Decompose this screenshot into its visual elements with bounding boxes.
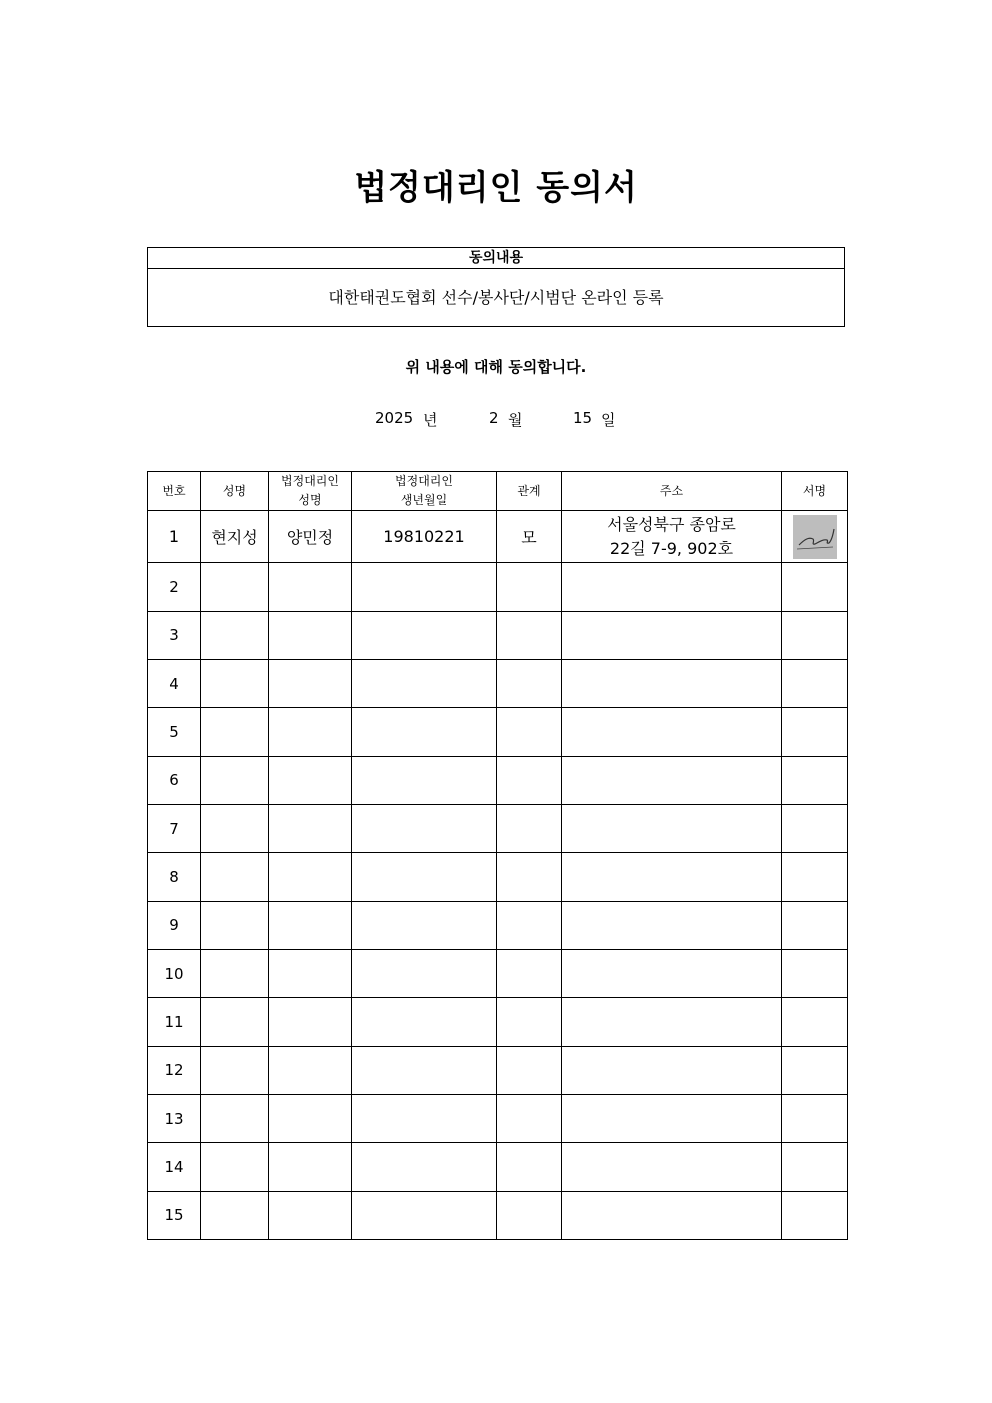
- cell-address: 서울성북구 종암로 22길 7-9, 902호: [562, 511, 782, 563]
- date-month-unit: 월: [508, 411, 523, 429]
- date-year-unit: 년: [423, 411, 438, 429]
- cell-no: 9: [148, 901, 201, 949]
- agreement-statement: 위 내용에 대해 동의합니다.: [405, 358, 587, 376]
- cell-name: 현지성: [201, 511, 269, 563]
- cell-no: 3: [148, 611, 201, 659]
- consent-box: [147, 247, 845, 327]
- cell-no: 11: [148, 998, 201, 1046]
- cell-guardian-name: 양민정: [269, 511, 352, 563]
- consent-content: 대한태권도협회 선수/봉사단/시범단 온라인 등록: [328, 288, 664, 307]
- header-guardian-name: 법정대리인 성명: [269, 472, 352, 511]
- header-address: 주소: [562, 472, 782, 511]
- table-row: [148, 563, 848, 611]
- table-row: [148, 611, 848, 659]
- date-line: [0, 409, 992, 431]
- header-guardian-birth: 법정대리인 생년월일: [352, 472, 497, 511]
- document-title: 법정대리인 동의서: [354, 168, 638, 208]
- cell-no: 5: [148, 708, 201, 756]
- date-year: 2025: [375, 409, 414, 427]
- table-row: [148, 660, 848, 708]
- signature-image: [793, 515, 837, 559]
- table-row: [148, 804, 848, 852]
- table-row: [148, 901, 848, 949]
- header-signature: 서명: [782, 472, 848, 511]
- table-row: [148, 1191, 848, 1239]
- cell-no: 13: [148, 1094, 201, 1142]
- cell-guardian-birth: 19810221: [352, 511, 497, 563]
- table-row: [148, 853, 848, 901]
- date-month: 2: [489, 409, 499, 427]
- table-header-row: [148, 472, 848, 511]
- header-name: 성명: [201, 472, 269, 511]
- cell-relation: 모: [497, 511, 562, 563]
- cell-no: 15: [148, 1191, 201, 1239]
- cell-no: 8: [148, 853, 201, 901]
- table-row: [148, 708, 848, 756]
- table-row: [148, 511, 848, 563]
- cell-no: 10: [148, 949, 201, 997]
- date-day-unit: 일: [601, 411, 616, 429]
- cell-no: 6: [148, 756, 201, 804]
- cell-no: 7: [148, 804, 201, 852]
- date-day: 15: [573, 409, 593, 427]
- table-row: [148, 1143, 848, 1191]
- cell-signature: [782, 511, 848, 563]
- consent-header: 동의내용: [148, 248, 844, 269]
- table-row: [148, 998, 848, 1046]
- cell-no: 2: [148, 563, 201, 611]
- table-row: [148, 1094, 848, 1142]
- cell-no: 1: [148, 511, 201, 563]
- guardian-roster-table: [147, 471, 848, 1240]
- table-row: [148, 949, 848, 997]
- header-no: 번호: [148, 472, 201, 511]
- cell-no: 4: [148, 660, 201, 708]
- table-row: [148, 756, 848, 804]
- cell-no: 12: [148, 1046, 201, 1094]
- cell-no: 14: [148, 1143, 201, 1191]
- table-row: [148, 1046, 848, 1094]
- header-relation: 관계: [497, 472, 562, 511]
